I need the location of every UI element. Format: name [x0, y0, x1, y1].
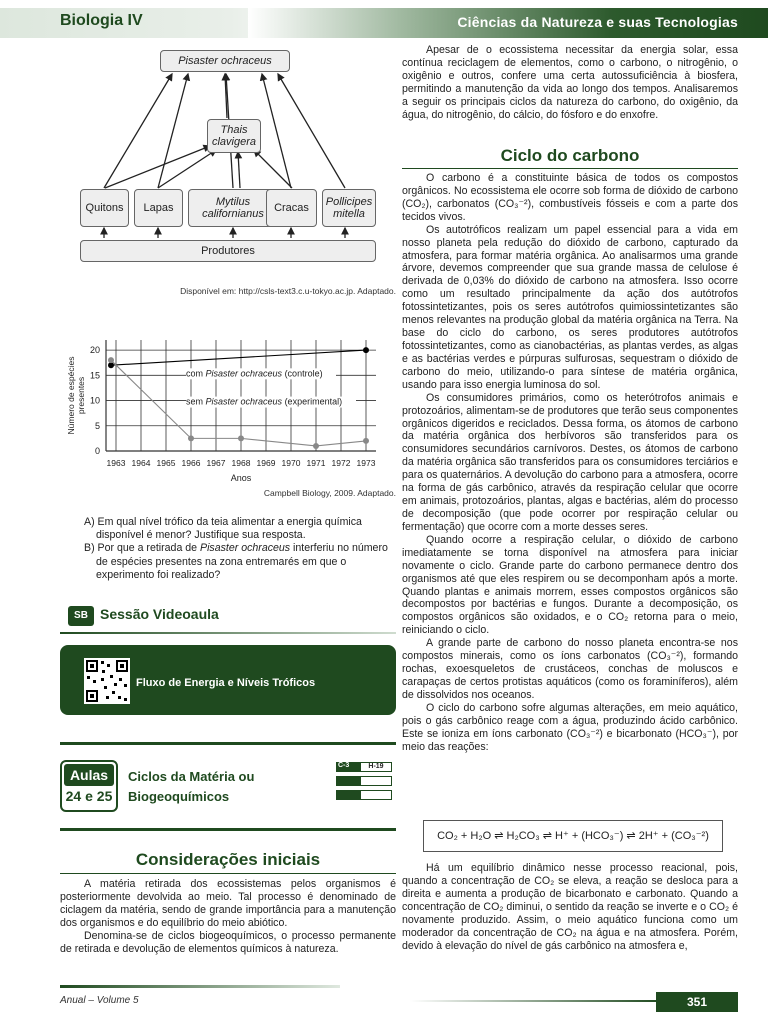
- carbono-p1: O carbono é a constituinte básica de todos os compostos orgânicos. No ecossistema ele ocorre sob forma de dióxido de carbono (CO₂), carbonatos (CO₃⁻²), combustíveis fósseis e com a parte dos tecidos vivos.: [402, 172, 738, 223]
- carbono-p7: Há um equilíbrio dinâmico nesse processo reacional, pois, quando a concentração de CO₂ se eleva, a reação se desloca para a direita e aumenta a produção de bicarbonato e carbonato. Quando a concentração de CO₂ diminui, o sentido da reação se inverte e o CO₂ é novamente produzido. Assim, o meio aquático funciona como um moderador da concentração de CO₂ na água e na atmosfera. Porém, devido à elevação do nível de gás carbônico na atmosfera e,: [402, 862, 738, 952]
- x-tick-label: 1968: [231, 458, 251, 468]
- data-point: [188, 435, 194, 441]
- thais-box: [207, 119, 261, 153]
- question-a: A) Em qual nível trófico da teia alimentar a energia química disponível é menor? Justifique sua resposta.: [84, 516, 362, 542]
- aulas-number: 24 e 25: [65, 788, 113, 804]
- video-card[interactable]: [60, 645, 396, 715]
- footer-right-rule: [410, 1000, 660, 1002]
- competency-c: C-3: [338, 762, 350, 769]
- competency-tag: [336, 762, 392, 814]
- x-tick-label: 1966: [181, 458, 201, 468]
- data-point: [363, 347, 369, 353]
- consideracoes-p2: Denomina-se de ciclos biogeoquímicos, o processo permanente de retirada e devolução de elementos químicos à natureza.: [60, 929, 396, 955]
- species-chart-svg: [60, 330, 396, 500]
- question-b: [84, 542, 396, 582]
- aulas-bottom-rule: [60, 828, 396, 831]
- video-title[interactable]: Fluxo de Energia e Níveis Tróficos: [136, 677, 316, 689]
- ciclo-carbono-body: [402, 172, 738, 753]
- x-tick-label: 1965: [156, 458, 176, 468]
- pisaster-box: Pisaster ochraceus: [160, 50, 290, 72]
- questions: [84, 516, 396, 582]
- aulas-title-1: Ciclos da Matéria ou: [128, 769, 255, 784]
- thais-line-2: clavigera: [211, 136, 257, 148]
- consideracoes-body: [60, 878, 396, 956]
- aulas-top-rule: [60, 742, 396, 745]
- cracas-box: Cracas: [266, 189, 317, 227]
- mytilus-box: Mytilus californianus: [188, 189, 278, 227]
- carbono-p3: Os consumidores primários, como os heterótrofos animais e protozoários, alimentam-se de produtores que terão seus componentes orgânicos digeridos e reciclados. Dessa forma, os átomos de carbono da matéria orgânica dos herbívoros são transferidos para os consumidores secundários carnívoros. Destes, os átomos de carbono da matéria orgânica são transferidos para os consumidores terciários e para os quaternários. A devolução do carbono para a atmosfera, ocorre na forma de gás carbônico, através da respiração celular que ocorre em animais, protozoários, plantas, algas e bactérias, além do processo de decomposição (que pode ocorrer por respiração celular ou fermentação) que ocorre com a morte desses seres.: [402, 391, 738, 533]
- x-tick-label: 1971: [306, 458, 326, 468]
- consideracoes-rule: [60, 873, 396, 874]
- data-point: [108, 357, 114, 363]
- x-tick-label: 1973: [356, 458, 376, 468]
- pollicipes-box: Pollicipes mitella: [322, 189, 376, 227]
- aulas-title-2: Biogeoquímicos: [128, 788, 230, 804]
- series-line-0: [111, 350, 366, 365]
- x-axis-label: Anos: [230, 473, 252, 483]
- qr-code-icon[interactable]: [84, 658, 130, 704]
- competency-h: H-19: [360, 762, 392, 772]
- data-point: [363, 438, 369, 444]
- x-tick-label: 1972: [331, 458, 351, 468]
- area-title: Ciências da Natureza e suas Tecnologias: [457, 14, 738, 30]
- consideracoes-title: Considerações iniciais: [135, 850, 321, 869]
- carbono-p5: A grande parte de carbono do nosso planeta encontra-se nos compostos minerais, como os íons carbonatos (CO₃⁻²), formando rochas, exoesqueletos de crustáceos, conchas de moluscos e carapaças de certos protistas aquáticos (como os foraminíferos), além de dissolvidos nos oceanos.: [402, 637, 738, 701]
- ciclo-carbono-title: Ciclo do carbono: [500, 146, 640, 165]
- ciclo-carbono-rule: [402, 168, 738, 169]
- data-point: [238, 435, 244, 441]
- sessao-title: Sessão Videoaula: [100, 606, 219, 622]
- footer-volume: Anual – Volume 5: [60, 995, 139, 1006]
- y-axis-label: Número de espéciespresentes: [66, 356, 86, 435]
- page-number: 351: [656, 992, 738, 1012]
- carbono-p4: Quando ocorre a respiração celular, o dióxido de carbono imediatamente se torna disponível na atmosfera para iniciar novamente o ciclo. Grande parte do carbono permanece dentro dos organismos até que eles respirem ou se decomponham após a morte. Quando plantas e animais morrem, esses compostos orgânicos são decompostos por bactérias e fungos. Durante a decomposição, os compostos orgânicos são oxidados, e o CO₂ retorna para o meio, reiniciando o ciclo.: [402, 533, 738, 637]
- carbono-p6: O ciclo do carbono sofre algumas alterações, em meio aquático, pois o gás carbônico reage com a água, produzindo ácido carbônico. Este se ioniza em íons carbonato (CO₃⁻²) e bicarbonato (HCO₃⁻), por meio das reações:: [402, 701, 738, 753]
- question-b-post: interferiu no número de espécies presentes na zona entremarés em que o experimento foi realizado?: [96, 542, 388, 581]
- question-b-pre: B) Por que a retirada de: [84, 542, 201, 555]
- y-tick-label: 10: [89, 395, 100, 406]
- consideracoes-p1: A matéria retirada dos ecossistemas pelos organismos é posteriormente devolvida ao meio. Tal processo é denominado de ciclagem da matéria, sendo de grande importância para a manutenção dos organismos e do equilíbrio do meio abiótico.: [60, 878, 396, 929]
- carbono-p2: Os autotróficos realizam um papel essencial para a vida em nosso planeta pela redução do dióxido de carbono, capturado da atmosfera, para formar matéria orgânica. Ao analisarmos uma grande árvore, devemos compreender que sua grande massa de celulose é derivada de 0,03% do dióxido de carbono na atmosfera. Isso ocorre como um resultado principalmente da ação dos autótrofos fotossintetizantes, pois os seres autótrofos quimiossintetizantes são menos relevantes na produção global da matéria orgânica na Terra. Na base do ciclo do carbono, os seres produtores autótrofos fotossintetizantes, como as cianobactérias, as plantas verdes, as algas e as bactérias verdes e púrpuras sulfurosas, sequestram o dióxido de carbono do meio, utilizando-o para síntese de matéria orgânica, usando para isso energia luminosa do sol.: [402, 223, 738, 391]
- x-tick-label: 1969: [256, 458, 276, 468]
- equilibrio-body: [402, 862, 738, 952]
- legend-sem: sem Pisaster ochraceus (experimental): [186, 396, 343, 407]
- lapas-box: Lapas: [134, 189, 183, 227]
- chart-source: Campbell Biology, 2009. Adaptado.: [263, 488, 396, 498]
- quitons-box: Quitons: [80, 189, 129, 227]
- subject-title: Biologia IV: [60, 12, 143, 29]
- footer-rule: [60, 985, 340, 988]
- intro-paragraph: Apesar de o ecossistema necessitar da energia solar, essa contínua reciclagem de elementos, como o carbono, o nitrogênio, o oxigênio e outros, confere uma certa autossuficiência à biosfera, permitindo a manutenção da vida ao longo dos tempos. Analisaremos a seguir os principais ciclos da natureza do carbono, do oxigênio, da água, do nitrogênio, do cálcio, do fósforo e do enxofre.: [402, 44, 738, 121]
- question-b-species: Pisaster ochraceus: [200, 542, 291, 555]
- food-web-diagram: [0, 0, 400, 300]
- aulas-title: [128, 767, 254, 806]
- y-tick-label: 5: [94, 420, 100, 431]
- y-tick-label: 15: [89, 370, 100, 381]
- right-column: [402, 44, 738, 122]
- produtores-box: Produtores: [80, 240, 376, 262]
- x-tick-label: 1963: [106, 458, 126, 468]
- species-chart: [60, 330, 396, 500]
- x-tick-label: 1967: [206, 458, 226, 468]
- legend-com: com Pisaster ochraceus (controle): [186, 368, 323, 379]
- aulas-label: Aulas: [64, 764, 114, 786]
- x-tick-label: 1964: [131, 458, 151, 468]
- y-tick-label: 20: [89, 345, 100, 356]
- aulas-badge: [60, 760, 118, 812]
- y-tick-label: 0: [94, 446, 100, 456]
- foodweb-source: Disponível em: http://csls-text3.c.u-tokyo.ac.jp. Adaptado.: [180, 286, 396, 296]
- thais-line-1: Thais: [220, 123, 248, 136]
- chemical-equation: CO₂ + H₂O ⇌ H₂CO₃ ⇌ H⁺ + (HCO₃⁻) ⇌ 2H⁺ + (CO₃⁻²): [423, 820, 723, 852]
- data-point: [313, 443, 319, 449]
- sessao-divider: [60, 632, 396, 634]
- x-tick-label: 1970: [281, 458, 301, 468]
- sessao-icon: SB: [68, 606, 94, 626]
